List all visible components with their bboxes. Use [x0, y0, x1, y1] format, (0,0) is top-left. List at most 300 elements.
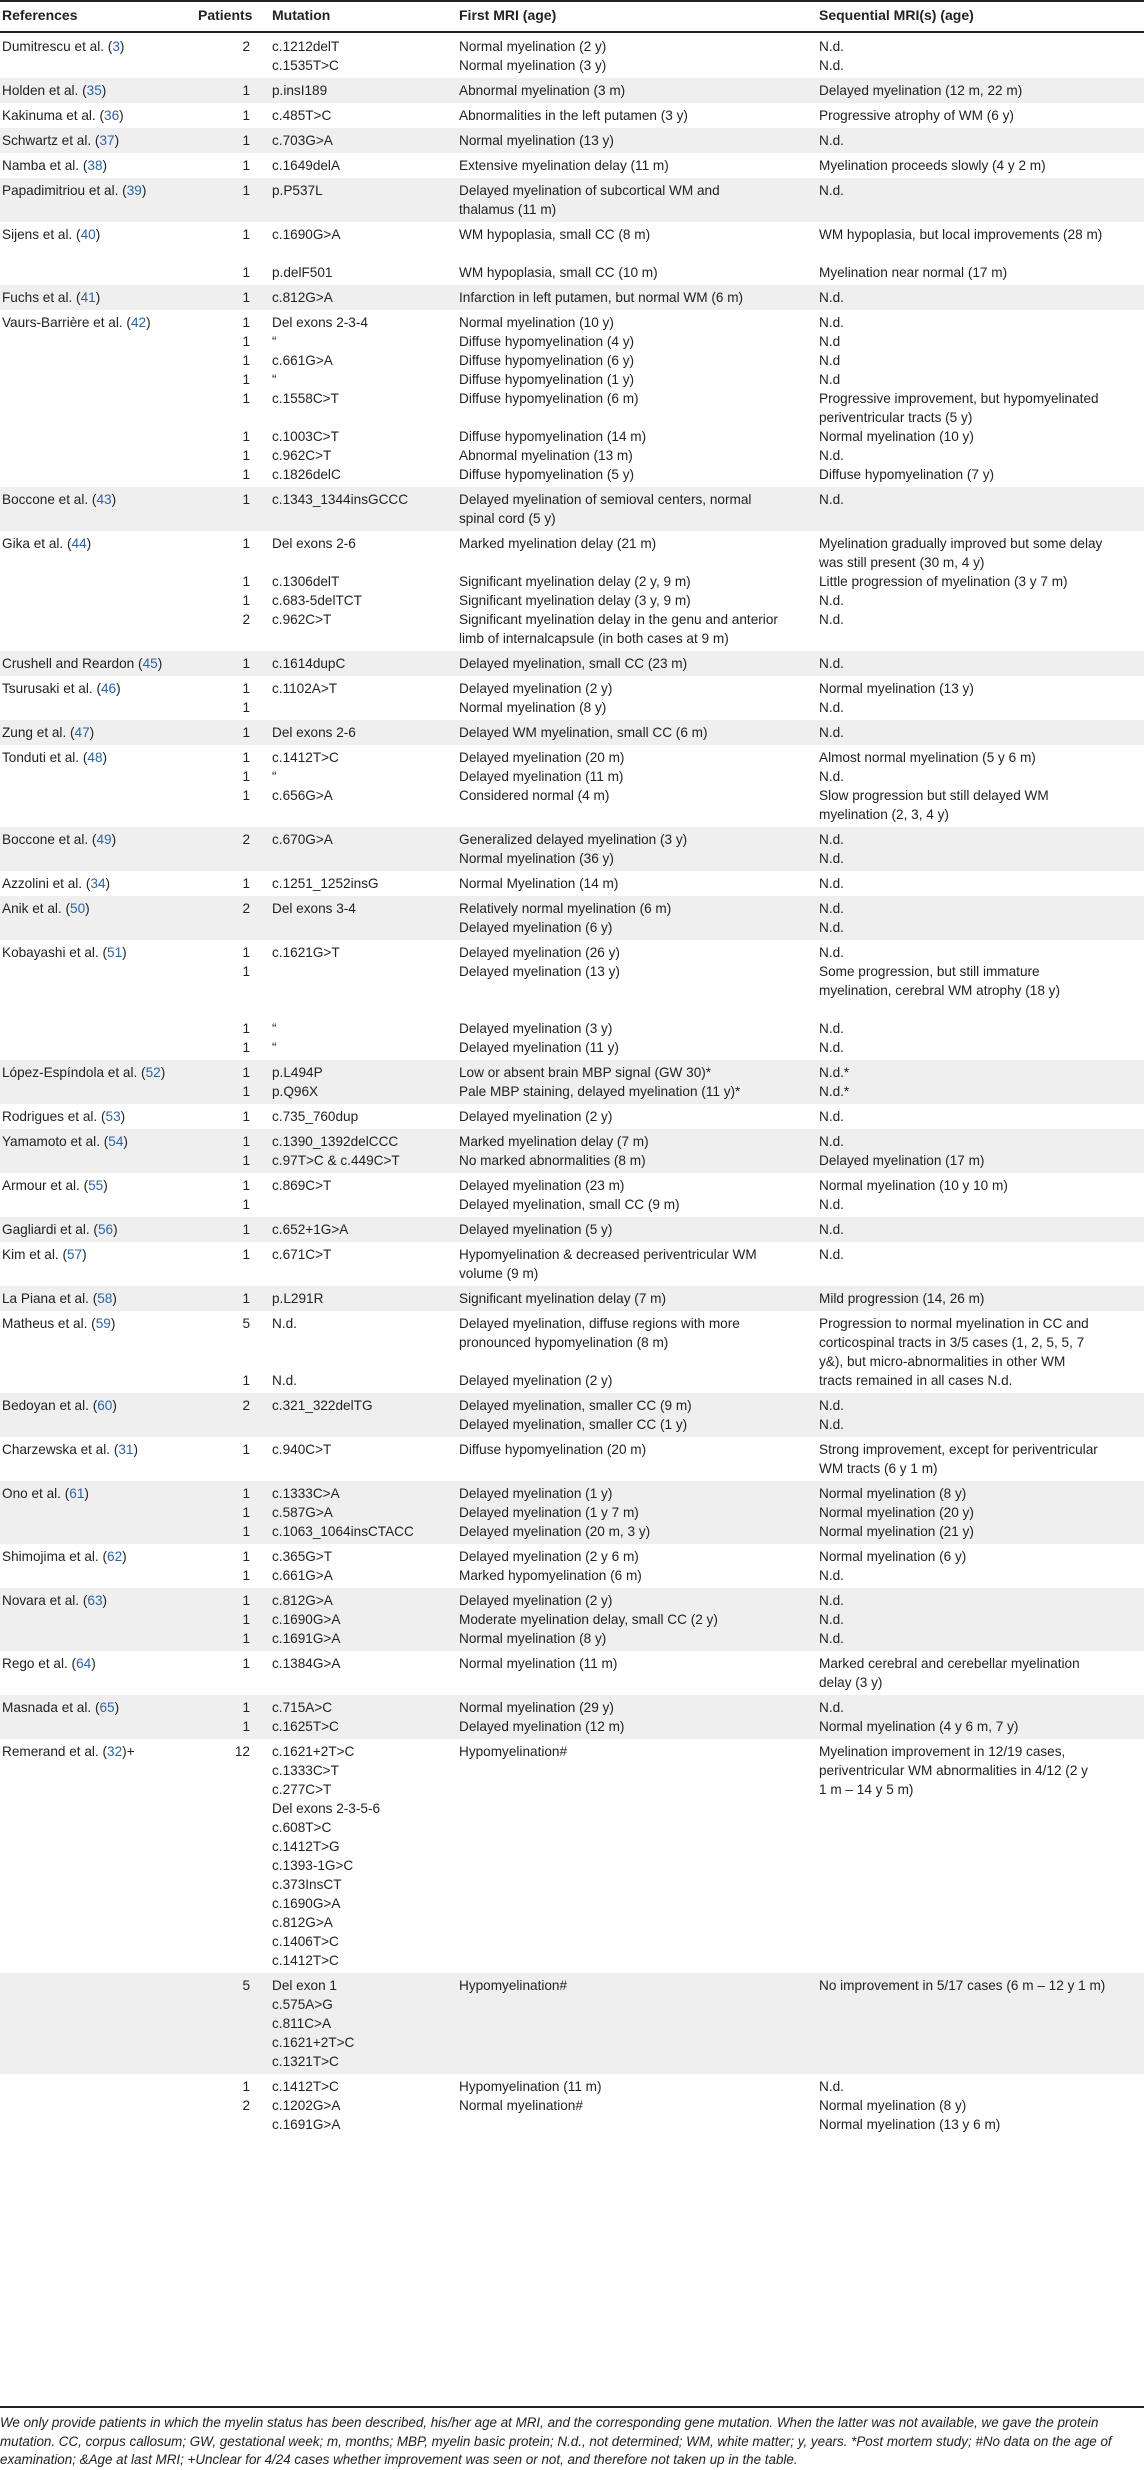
sequential-mri-cell: Slow progression but still delayed WM: [819, 788, 1049, 803]
citation-link[interactable]: 49: [96, 832, 112, 847]
first-mri-cell: Moderate myelination delay, small CC (2 y): [459, 1612, 718, 1627]
citation-link[interactable]: 59: [95, 1316, 111, 1331]
mutation-cell: c.1102A>T: [272, 681, 338, 696]
mutation-cell: c.812G>A: [272, 1915, 333, 1930]
mutation-cell: c.97T>C & c.449C>T: [272, 1153, 400, 1168]
first-mri-cell: Infarction in left putamen, but normal WM (6 m): [459, 290, 744, 305]
citation-link[interactable]: 40: [80, 227, 96, 242]
first-mri-cell: Diffuse hypomyelination (14 m): [459, 429, 647, 444]
patients-cell: 1: [242, 681, 250, 696]
patients-cell: 2: [242, 612, 250, 627]
reference-cell: Boccone et al. (43): [2, 492, 117, 507]
mutation-cell: c.1690G>A: [272, 1896, 341, 1911]
mutation-cell: c.365G>T: [272, 1549, 333, 1564]
reference-cell: Tsurusaki et al. (46): [2, 681, 121, 696]
sequential-mri-cell: 1 m – 14 y 5 m): [819, 1782, 914, 1797]
reference-author: Kim et al.: [2, 1247, 59, 1262]
mutation-cell: c.608T>C: [272, 1820, 332, 1835]
sequential-mri-cell: Little progression of myelination (3 y 7 m): [819, 574, 1068, 589]
reference-cell: Fuchs et al. (41): [2, 290, 101, 305]
sequential-mri-cell: Normal myelination (6 y): [819, 1549, 967, 1564]
sequential-mri-cell: Normal myelination (8 y): [819, 2098, 967, 2113]
first-mri-cell: Normal myelination (8 y): [459, 700, 607, 715]
mutation-cell: c.587G>A: [272, 1505, 333, 1520]
mutation-cell: c.1649delA: [272, 158, 341, 173]
first-mri-cell: Considered normal (4 m): [459, 788, 610, 803]
patients-cell: 1: [242, 593, 250, 608]
first-mri-cell: Delayed myelination (11 m): [459, 769, 624, 784]
first-mri-cell: Delayed myelination, smaller CC (9 m): [459, 1398, 692, 1413]
sequential-mri-cell: N.d.: [819, 1631, 844, 1646]
citation-link[interactable]: 36: [104, 108, 120, 123]
reference-author: Rodrigues et al.: [2, 1109, 98, 1124]
reference-author: Gika et al.: [2, 536, 64, 551]
first-mri-cell: No marked abnormalities (8 m): [459, 1153, 646, 1168]
reference-cell: Yamamoto et al. (54): [2, 1134, 128, 1149]
citation-link[interactable]: 64: [76, 1656, 92, 1671]
sequential-mri-cell: N.d.: [819, 901, 844, 916]
first-mri-cell: Diffuse hypomyelination (6 y): [459, 353, 635, 368]
first-mri-cell: Low or absent brain MBP signal (GW 30)*: [459, 1065, 712, 1080]
citation-link[interactable]: 53: [105, 1109, 121, 1124]
sequential-mri-cell: N.d.: [819, 1417, 844, 1432]
reference-author: Tonduti et al.: [2, 750, 80, 765]
sequential-mri-cell: Normal myelination (13 y): [819, 681, 974, 696]
citation-link[interactable]: 54: [108, 1134, 124, 1149]
patients-cell: 1: [242, 574, 250, 589]
first-mri-cell: Delayed myelination, small CC (23 m): [459, 656, 688, 671]
mutation-cell: “: [272, 1040, 277, 1055]
citation-link[interactable]: 55: [88, 1178, 104, 1193]
patients-cell: 1: [242, 1486, 250, 1501]
first-mri-cell: Delayed WM myelination, small CC (6 m): [459, 725, 708, 740]
sequential-mri-cell: Marked cerebral and cerebellar myelination: [819, 1656, 1080, 1671]
citation-link[interactable]: 42: [130, 315, 147, 330]
sequential-mri-cell: corticospinal tracts in 3/5 cases (1, 2, 5, 5, 7: [819, 1335, 1085, 1350]
patients-cell: 1: [242, 1524, 250, 1539]
first-mri-cell: Delayed myelination of subcortical WM and: [459, 183, 720, 198]
first-mri-cell: Relatively normal myelination (6 m): [459, 901, 672, 916]
first-mri-cell: Diffuse hypomyelination (1 y): [459, 372, 635, 387]
first-mri-cell: Delayed myelination, small CC (9 m): [459, 1197, 680, 1212]
reference-suffix: +: [126, 1744, 135, 1759]
reference-author: López-Espíndola et al.: [2, 1065, 138, 1080]
mutation-cell: c.1393-1G>C: [272, 1858, 354, 1873]
header-patients: Patients: [198, 7, 253, 23]
sequential-mri-cell: N.d.: [819, 769, 844, 784]
reference-author: Crushell and Reardon: [2, 656, 135, 671]
first-mri-cell: Significant myelination delay (2 y, 9 m): [459, 574, 691, 589]
patients-cell: 1: [242, 1134, 250, 1149]
sequential-mri-cell: N.d.: [819, 1593, 844, 1608]
first-mri-cell: Hypomyelination#: [459, 1978, 568, 1993]
first-mri-cell: Normal myelination (3 y): [459, 58, 607, 73]
mutation-cell: c.1333C>A: [272, 1486, 340, 1501]
patients-cell: 5: [242, 1316, 250, 1331]
patients-cell: 1: [242, 1719, 250, 1734]
mutation-cell: c.652+1G>A: [272, 1222, 349, 1237]
sequential-mri-cell: N.d.: [819, 448, 844, 463]
patients-cell: 1: [242, 353, 250, 368]
sequential-mri-cell: N.d.: [819, 920, 844, 935]
patients-cell: 1: [242, 372, 250, 387]
mutation-cell: c.1384G>A: [272, 1656, 341, 1671]
sequential-mri-cell: N.d.: [819, 593, 844, 608]
reference-cell: Novara et al. (63): [2, 1593, 108, 1608]
sequential-mri-cell: Some progression, but still immature: [819, 964, 1040, 979]
sequential-mri-cell: N.d.: [819, 945, 844, 960]
first-mri-cell: Extensive myelination delay (11 m): [459, 158, 669, 173]
patients-cell: 1: [242, 1700, 250, 1715]
first-mri-cell: WM hypoplasia, small CC (10 m): [459, 265, 658, 280]
sequential-mri-cell: N.d.: [819, 39, 844, 54]
citation-link[interactable]: 45: [142, 656, 158, 671]
sequential-mri-cell: Myelination near normal (17 m): [819, 265, 1008, 280]
reference-author: Rego et al.: [2, 1656, 68, 1671]
first-mri-cell: Delayed myelination (2 y): [459, 1373, 613, 1388]
reference-cell: Shimojima et al. (62): [2, 1549, 127, 1564]
first-mri-cell: pronounced hypomyelination (8 m): [459, 1335, 669, 1350]
citation-link[interactable]: 56: [97, 1222, 114, 1237]
mutation-cell: c.575A>G: [272, 1997, 333, 2012]
mutation-cell: c.485T>C: [272, 108, 332, 123]
reference-cell: Dumitrescu et al. (3): [2, 39, 125, 54]
first-mri-cell: Generalized delayed myelination (3 y): [459, 832, 688, 847]
patients-cell: 1: [242, 1291, 250, 1306]
patients-cell: 1: [242, 133, 250, 148]
first-mri-cell: Diffuse hypomyelination (6 m): [459, 391, 639, 406]
reference-author: Anik et al.: [2, 901, 62, 916]
sequential-mri-cell: Mild progression (14, 26 m): [819, 1291, 985, 1306]
sequential-mri-cell: N.d.: [819, 851, 844, 866]
reference-author: Novara et al.: [2, 1593, 80, 1608]
sequential-mri-cell: N.d.: [819, 876, 844, 891]
citation-link[interactable]: 32: [107, 1744, 123, 1759]
first-mri-cell: Delayed myelination (2 y): [459, 1109, 613, 1124]
patients-cell: 1: [242, 750, 250, 765]
first-mri-cell: Delayed myelination (12 m): [459, 1719, 625, 1734]
mutation-cell: c.1412T>C: [272, 750, 339, 765]
first-mri-cell: Normal Myelination (14 m): [459, 876, 619, 891]
patients-cell: 1: [242, 700, 250, 715]
patients-cell: 2: [242, 832, 250, 847]
first-mri-cell: Pale MBP staining, delayed myelination (11 y)*: [459, 1084, 741, 1099]
first-mri-cell: Marked hypomyelination (6 m): [459, 1568, 642, 1583]
reference-author: La Piana et al.: [2, 1291, 89, 1306]
sequential-mri-cell: N.d: [819, 372, 841, 387]
citation-link[interactable]: 50: [70, 901, 86, 916]
reference-author: Boccone et al.: [2, 832, 89, 847]
citation-link[interactable]: 47: [74, 725, 90, 740]
mutation-cell: c.1412T>G: [272, 1839, 340, 1854]
reference-author: Ono et al.: [2, 1486, 61, 1501]
first-mri-cell: limb of internalcapsule (in both cases at 9 m): [459, 631, 729, 646]
reference-cell: Charzewska et al. (31): [2, 1442, 139, 1457]
sequential-mri-cell: Normal myelination (21 y): [819, 1524, 974, 1539]
citation-link[interactable]: 35: [86, 83, 102, 98]
sequential-mri-cell: N.d.: [819, 290, 844, 305]
reference-author: Schwartz et al.: [2, 133, 92, 148]
citation-link[interactable]: 51: [107, 945, 123, 960]
mutation-cell: c.962C>T: [272, 448, 332, 463]
mutation-cell: p.insI189: [272, 83, 328, 98]
sequential-mri-cell: Delayed myelination (17 m): [819, 1153, 985, 1168]
sequential-mri-cell: N.d.: [819, 1568, 844, 1583]
reference-cell: Tonduti et al. (48): [2, 750, 108, 765]
sequential-mri-cell: Progressive improvement, but hypomyelinated: [819, 391, 1099, 406]
header-mutation: Mutation: [272, 7, 331, 23]
first-mri-cell: Marked myelination delay (7 m): [459, 1134, 649, 1149]
sequential-mri-cell: Normal myelination (10 y): [819, 429, 974, 444]
first-mri-cell: Delayed myelination (2 y): [459, 681, 613, 696]
reference-author: Tsurusaki et al.: [2, 681, 93, 696]
first-mri-cell: Significant myelination delay in the genu and anterior: [459, 612, 778, 627]
reference-cell: Kim et al. (57): [2, 1247, 87, 1262]
citation-link[interactable]: 38: [87, 158, 103, 173]
first-mri-cell: Significant myelination delay (3 y, 9 m): [459, 593, 691, 608]
reference-author: Kakinuma et al.: [2, 108, 96, 123]
header-first-mri: First MRI (age): [459, 7, 557, 23]
reference-cell: Schwartz et al. (37): [2, 133, 120, 148]
sequential-mri-cell: N.d.: [819, 1040, 844, 1055]
mutation-cell: c.656G>A: [272, 788, 333, 803]
sequential-mri-cell: N.d.: [819, 1700, 844, 1715]
first-mri-cell: Diffuse hypomyelination (5 y): [459, 467, 635, 482]
patients-cell: 1: [242, 1631, 250, 1646]
mutation-cell: c.1826delC: [272, 467, 341, 482]
reference-author: Papadimitriou et al.: [2, 183, 119, 198]
patients-cell: 1: [242, 429, 250, 444]
patients-cell: 1: [242, 945, 250, 960]
sequential-mri-cell: N.d.: [819, 1612, 844, 1627]
first-mri-cell: Hypomyelination (11 m): [459, 2079, 602, 2094]
first-mri-cell: Delayed myelination (20 m): [459, 750, 625, 765]
patients-cell: 1: [242, 1593, 250, 1608]
patients-cell: 1: [242, 1084, 250, 1099]
mutation-cell: c.735_760dup: [272, 1109, 359, 1124]
mutation-cell: c.1614dupC: [272, 656, 346, 671]
first-mri-cell: Delayed myelination (1 y): [459, 1486, 613, 1501]
mutation-cell: c.1412T>C: [272, 1953, 339, 1968]
sequential-mri-cell: Myelination improvement in 12/19 cases,: [819, 1744, 1066, 1759]
patients-cell: 2: [242, 39, 250, 54]
mutation-cell: c.703G>A: [272, 133, 333, 148]
patients-cell: 1: [242, 769, 250, 784]
sequential-mri-cell: N.d.: [819, 656, 844, 671]
reference-cell: La Piana et al. (58): [2, 1291, 117, 1306]
first-mri-cell: Abnormal myelination (13 m): [459, 448, 633, 463]
first-mri-cell: Delayed myelination (20 m, 3 y): [459, 1524, 651, 1539]
citation-link[interactable]: 31: [118, 1442, 134, 1457]
citation-link[interactable]: 60: [97, 1398, 113, 1413]
mutation-cell: c.1691G>A: [272, 2117, 341, 2132]
reference-cell: Kobayashi et al. (51): [2, 945, 127, 960]
mutation-cell: Del exons 3-4: [272, 901, 356, 916]
reference-author: Armour et al.: [2, 1178, 80, 1193]
reference-author: Kobayashi et al.: [2, 945, 99, 960]
table-bottom-rule: [0, 2406, 1144, 2408]
patients-cell: 1: [242, 391, 250, 406]
first-mri-cell: Delayed myelination (1 y 7 m): [459, 1505, 639, 1520]
sequential-mri-cell: y&), but micro-abnormalities in other WM: [819, 1354, 1066, 1369]
reference-cell: Remerand et al. (32)+: [2, 1744, 135, 1759]
reference-author: Remerand et al.: [2, 1744, 99, 1759]
citation-link[interactable]: 41: [80, 290, 96, 305]
reference-cell: Matheus et al. (59): [2, 1316, 116, 1331]
mutation-cell: N.d.: [272, 1373, 297, 1388]
table-top-rule: [0, 0, 1144, 2]
first-mri-cell: Delayed myelination (3 y): [459, 1021, 613, 1036]
first-mri-cell: Diffuse hypomyelination (4 y): [459, 334, 635, 349]
mutation-cell: c.1202G>A: [272, 2098, 341, 2113]
patients-cell: 12: [234, 1744, 250, 1759]
reference-cell: Sijens et al. (40): [2, 227, 101, 242]
mutation-cell: c.1063_1064insCTACC: [272, 1524, 414, 1539]
reference-author: Holden et al.: [2, 83, 79, 98]
mutation-cell: c.869C>T: [272, 1178, 332, 1193]
mutation-cell: c.1690G>A: [272, 1612, 341, 1627]
mutation-cell: c.321_322delTG: [272, 1398, 373, 1413]
header-references: References: [2, 7, 78, 23]
citation-link[interactable]: 39: [126, 183, 142, 198]
sequential-mri-cell: N.d.: [819, 700, 844, 715]
first-mri-cell: Hypomyelination & decreased periventricular WM: [459, 1247, 757, 1262]
mutation-cell: c.1621+2T>C: [272, 1744, 355, 1759]
sequential-mri-cell: Progressive atrophy of WM (6 y): [819, 108, 1014, 123]
citation-link[interactable]: 46: [100, 681, 117, 696]
mutation-cell: c.962C>T: [272, 612, 332, 627]
citation-link[interactable]: 3: [112, 39, 120, 54]
sequential-mri-cell: N.d.*: [819, 1065, 850, 1080]
mutation-cell: c.1212delT: [272, 39, 340, 54]
patients-cell: 1: [242, 1373, 250, 1388]
sequential-mri-cell: WM hypoplasia, but local improvements (28 m): [819, 227, 1103, 242]
patients-cell: 1: [242, 536, 250, 551]
sequential-mri-cell: Strong improvement, except for periventricular: [819, 1442, 1098, 1457]
reference-author: Boccone et al.: [2, 492, 89, 507]
reference-cell: Rego et al. (64): [2, 1656, 96, 1671]
first-mri-cell: Hypomyelination#: [459, 1744, 568, 1759]
citation-link[interactable]: 44: [71, 536, 87, 551]
citation-link[interactable]: 65: [99, 1700, 115, 1715]
citation-link[interactable]: 57: [66, 1247, 83, 1262]
sequential-mri-cell: Normal myelination (8 y): [819, 1486, 967, 1501]
reference-author: Yamamoto et al.: [2, 1134, 100, 1149]
first-mri-cell: thalamus (11 m): [459, 202, 557, 217]
first-mri-cell: Normal myelination (10 y): [459, 315, 614, 330]
patients-cell: 1: [242, 656, 250, 671]
mutation-cell: c.715A>C: [272, 1700, 333, 1715]
citation-link[interactable]: 48: [87, 750, 103, 765]
citation-link[interactable]: 62: [107, 1549, 123, 1564]
reference-author: Namba et al.: [2, 158, 80, 173]
reference-author: Charzewska et al.: [2, 1442, 111, 1457]
sequential-mri-cell: Normal myelination (10 y 10 m): [819, 1178, 1008, 1193]
patients-cell: 1: [242, 964, 250, 979]
mutation-cell: c.811C>A: [272, 2016, 332, 2031]
citation-link[interactable]: 34: [90, 876, 106, 891]
reference-cell: Armour et al. (55): [2, 1178, 108, 1193]
sequential-mri-cell: WM tracts (6 y 1 m): [819, 1461, 938, 1476]
citation-link[interactable]: 37: [99, 133, 115, 148]
header-sequential-mri: Sequential MRI(s) (age): [819, 7, 974, 23]
reference-cell: Papadimitriou et al. (39): [2, 183, 147, 198]
patients-cell: 1: [242, 467, 250, 482]
patients-cell: 1: [242, 725, 250, 740]
sequential-mri-cell: N.d.: [819, 1134, 844, 1149]
reference-cell: Crushell and Reardon (45): [2, 656, 163, 671]
citation-link[interactable]: 61: [69, 1486, 85, 1501]
sequential-mri-cell: No improvement in 5/17 cases (6 m – 12 y 1 m): [819, 1978, 1106, 1993]
patients-cell: 5: [242, 1978, 250, 1993]
mutation-cell: p.L291R: [272, 1291, 324, 1306]
mutation-cell: p.Q96X: [272, 1084, 319, 1099]
table-footnote: We only provide patients in which the myelin status has been described, his/her age at MRI, and the corresponding gene mutation. When the latter was not available, we gave the protein mutation. CC, corpus callosum; GW, gestational week; m, months; MBP, myelin basic protein; N.d., not determined; WM, white matter; y, years. *Post mortem study; #No data on the age of examination; &Age at last MRI; +Unclear for 4/24 cases whether improvement was seen or not, and therefore not taken up in the table.: [0, 2415, 1112, 2467]
sequential-mri-cell: N.d.: [819, 612, 844, 627]
first-mri-cell: Delayed myelination of semioval centers, normal: [459, 492, 752, 507]
table-header-rule: [0, 31, 1144, 33]
patients-cell: 1: [242, 1065, 250, 1080]
first-mri-cell: Delayed myelination (26 y): [459, 945, 620, 960]
reference-author: Gagliardi et al.: [2, 1222, 90, 1237]
first-mri-cell: Normal myelination (36 y): [459, 851, 614, 866]
first-mri-cell: Diffuse hypomyelination (20 m): [459, 1442, 647, 1457]
patients-cell: 1: [242, 1656, 250, 1671]
sequential-mri-cell: N.d.*: [819, 1084, 850, 1099]
sequential-mri-cell: Myelination gradually improved but some delay: [819, 536, 1103, 551]
first-mri-cell: Delayed myelination, diffuse regions with more: [459, 1316, 740, 1331]
patients-cell: 1: [242, 1197, 250, 1212]
citation-link[interactable]: 63: [87, 1593, 103, 1608]
sequential-mri-cell: delay (3 y): [819, 1675, 883, 1690]
citation-link[interactable]: 58: [97, 1291, 113, 1306]
reference-author: Shimojima et al.: [2, 1549, 99, 1564]
mutation-cell: c.1306delT: [272, 574, 340, 589]
first-mri-cell: Normal myelination#: [459, 2098, 583, 2113]
sequential-mri-cell: N.d: [819, 334, 841, 349]
mutation-cell: Del exons 2-3-5-6: [272, 1801, 381, 1816]
citation-link[interactable]: 43: [96, 492, 112, 507]
patients-cell: 1: [242, 1222, 250, 1237]
patients-cell: 1: [242, 1021, 250, 1036]
patients-cell: 1: [242, 183, 250, 198]
mutation-cell: c.1535T>C: [272, 58, 339, 73]
mutation-cell: c.812G>A: [272, 1593, 333, 1608]
mutation-cell: c.1321T>C: [272, 2054, 339, 2069]
sequential-mri-cell: periventricular WM abnormalities in 4/12 (2 y: [819, 1763, 1088, 1778]
sequential-mri-cell: N.d.: [819, 58, 844, 73]
patients-cell: 1: [242, 492, 250, 507]
sequential-mri-cell: Almost normal myelination (5 y 6 m): [819, 750, 1036, 765]
mutation-cell: c.1691G>A: [272, 1631, 341, 1646]
reference-cell: Masnada et al. (65): [2, 1700, 120, 1715]
patients-cell: 1: [242, 83, 250, 98]
reference-author: Dumitrescu et al.: [2, 39, 104, 54]
sequential-mri-cell: N.d.: [819, 832, 844, 847]
citation-link[interactable]: 52: [145, 1065, 161, 1080]
patients-cell: 1: [242, 290, 250, 305]
patients-cell: 1: [242, 1040, 250, 1055]
first-mri-cell: Abnormal myelination (3 m): [459, 83, 626, 98]
patients-cell: 1: [242, 1442, 250, 1457]
patients-cell: 1: [242, 1505, 250, 1520]
mutation-cell: c.1621G>T: [272, 945, 340, 960]
patients-cell: 1: [242, 1153, 250, 1168]
mutation-cell: c.661G>A: [272, 353, 333, 368]
patients-cell: 1: [242, 1549, 250, 1564]
sequential-mri-cell: N.d.: [819, 2079, 844, 2094]
first-mri-cell: volume (9 m): [459, 1266, 539, 1281]
